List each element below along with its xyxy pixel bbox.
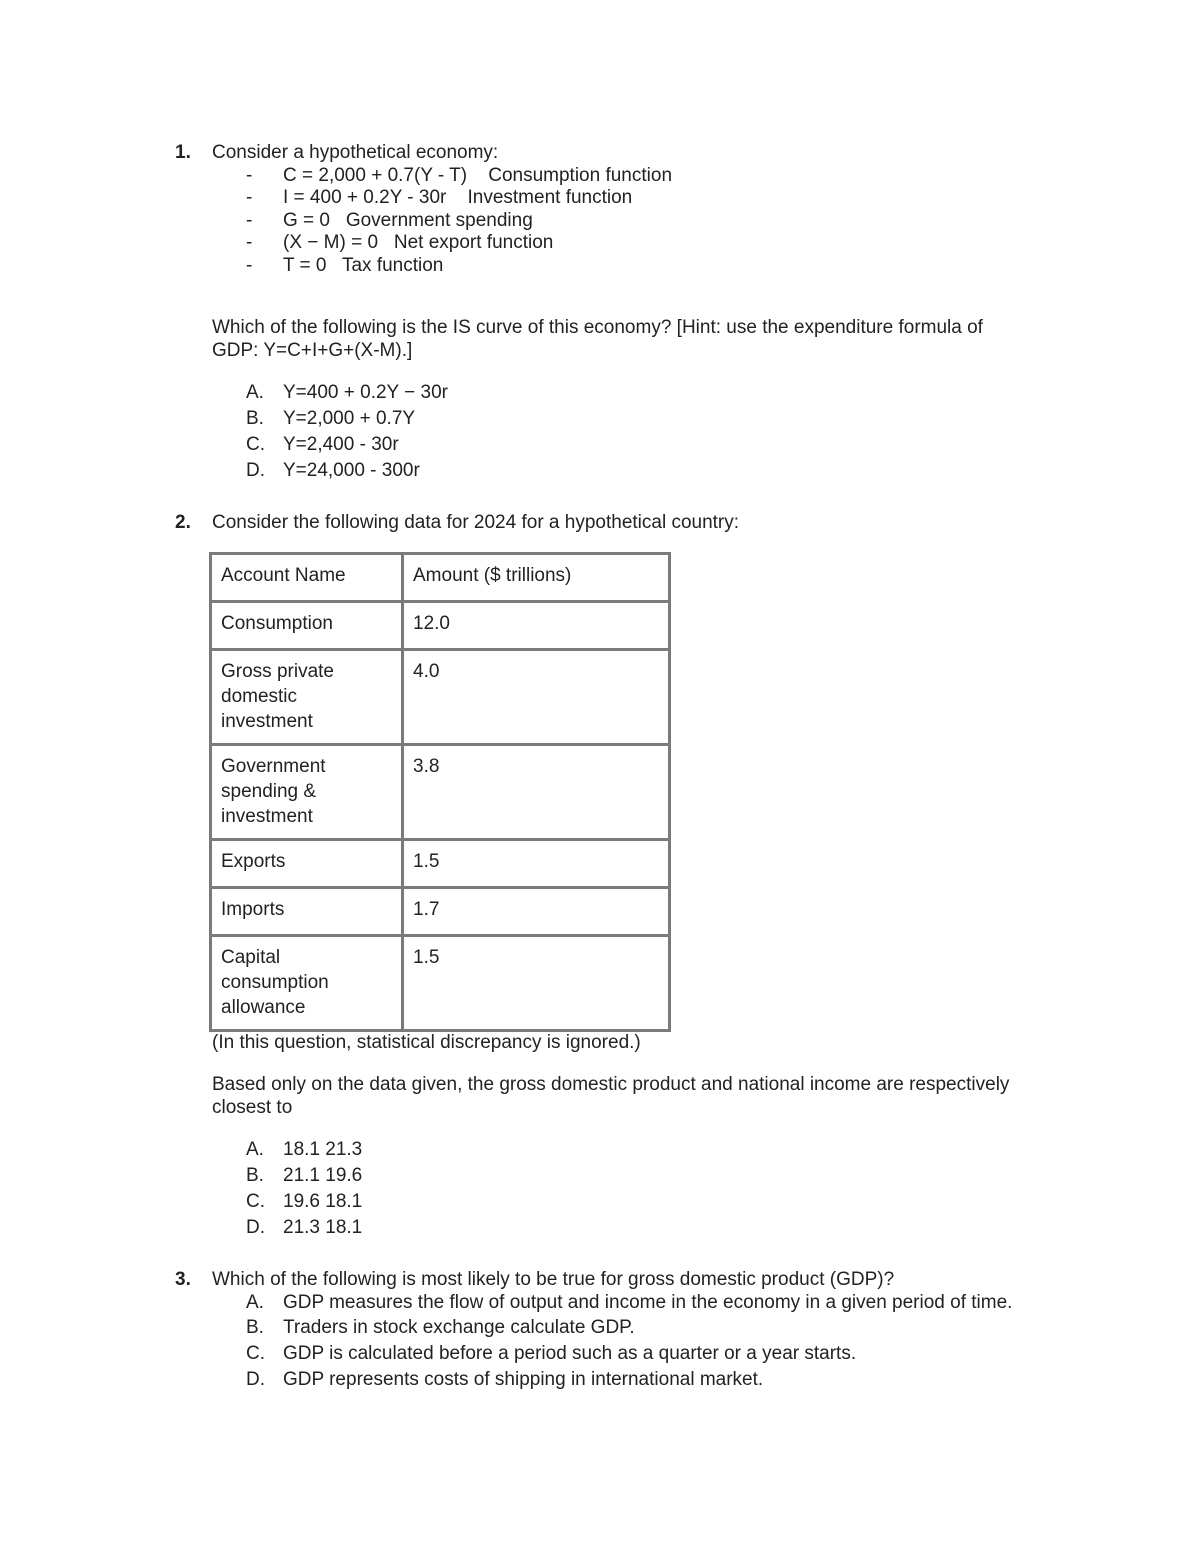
option-letter: A. (246, 382, 264, 403)
amount-cell: 4.0 (403, 650, 670, 745)
q2-option-a[interactable]: 18.1 21.3 (283, 1139, 363, 1160)
account-name-line: investment (221, 806, 313, 827)
table-row (211, 602, 670, 650)
q3-option-b[interactable]: Traders in stock exchange calculate GDP. (283, 1317, 635, 1338)
option-letter: A. (246, 1139, 264, 1160)
account-name-line: Exports (221, 851, 286, 872)
option-letter: D. (246, 460, 265, 481)
account-name-line: Government (221, 756, 326, 777)
government-spending: G = 0 Government spending (283, 210, 533, 231)
account-name-line: Capital (221, 947, 281, 968)
consumption-function: C = 2,000 + 0.7(Y - T) Consumption function (283, 165, 673, 186)
account-name-cell (211, 745, 403, 840)
q2-option-c[interactable]: 19.6 18.1 (283, 1191, 363, 1212)
question-3-number: 3. (175, 1269, 191, 1290)
table-row (211, 840, 670, 888)
table-note: (In this question, statistical discrepancy is ignored.) (212, 1032, 641, 1053)
amount-cell: 1.5 (403, 840, 670, 888)
table-header-cell: Amount ($ trillions) (403, 554, 670, 602)
q3-option-d[interactable]: GDP represents costs of shipping in international market. (283, 1369, 764, 1390)
table-row (211, 650, 670, 745)
bullet-dash: - (246, 232, 253, 253)
question-2-intro: Consider the following data for 2024 for a hypothetical country: (212, 512, 740, 533)
q1-option-a[interactable]: Y=400 + 0.2Y − 30r (283, 382, 448, 403)
option-letter: B. (246, 1317, 264, 1338)
account-name-line: investment (221, 711, 313, 732)
account-name-cell (211, 602, 403, 650)
amount-cell: 3.8 (403, 745, 670, 840)
table-header-cell: Account Name (211, 554, 403, 602)
q1-option-c[interactable]: Y=2,400 - 30r (283, 434, 399, 455)
option-letter: A. (246, 1292, 264, 1313)
question-1-number: 1. (175, 142, 191, 163)
account-name-line: allowance (221, 997, 306, 1018)
bullet-dash: - (246, 210, 253, 231)
option-letter: C. (246, 434, 265, 455)
bullet-dash: - (246, 165, 253, 186)
option-letter: B. (246, 408, 264, 429)
question-3-text: Which of the following is most likely to be true for gross domestic product (GDP)? (212, 1269, 895, 1290)
account-name-cell (211, 888, 403, 936)
account-name-line: spending & (221, 781, 317, 802)
option-letter: D. (246, 1369, 265, 1390)
question-1-text-line1: Which of the following is the IS curve of this economy? [Hint: use the expenditure formula of (212, 317, 983, 338)
question-2-text-line1: Based only on the data given, the gross domestic product and national income are respectively (212, 1074, 1010, 1095)
table-row (211, 888, 670, 936)
q3-option-a[interactable]: GDP measures the flow of output and income in the economy in a given period of time. (283, 1292, 1013, 1313)
accounts-table (209, 552, 671, 1032)
table-row (211, 936, 670, 1031)
account-name-line: Consumption (221, 613, 333, 634)
q1-option-d[interactable]: Y=24,000 - 300r (283, 460, 420, 481)
bullet-dash: - (246, 187, 253, 208)
amount-cell: 12.0 (403, 602, 670, 650)
amount-cell: 1.5 (403, 936, 670, 1031)
table-header-row (211, 554, 670, 602)
account-name-line: Imports (221, 899, 285, 920)
account-name-line: Gross private (221, 661, 334, 682)
account-name-line: domestic (221, 686, 298, 707)
option-letter: D. (246, 1217, 265, 1238)
account-name-cell (211, 840, 403, 888)
option-letter: C. (246, 1191, 265, 1212)
option-letter: C. (246, 1343, 265, 1364)
q3-option-c[interactable]: GDP is calculated before a period such as a quarter or a year starts. (283, 1343, 857, 1364)
account-name-line: consumption (221, 972, 329, 993)
investment-function: I = 400 + 0.2Y - 30r Investment function (283, 187, 633, 208)
amount-cell: 1.7 (403, 888, 670, 936)
question-2-number: 2. (175, 512, 191, 533)
question-1-intro: Consider a hypothetical economy: (212, 142, 499, 163)
account-name-cell (211, 650, 403, 745)
q2-option-b[interactable]: 21.1 19.6 (283, 1165, 363, 1186)
account-name-cell (211, 936, 403, 1031)
net-export-function: (X − M) = 0 Net export function (283, 232, 554, 253)
question-2-text-line2: closest to (212, 1097, 293, 1118)
q1-option-b[interactable]: Y=2,000 + 0.7Y (283, 408, 416, 429)
q2-option-d[interactable]: 21.3 18.1 (283, 1217, 363, 1238)
question-1-text-line2: GDP: Y=C+I+G+(X-M).] (212, 340, 413, 361)
table-row (211, 745, 670, 840)
bullet-dash: - (246, 255, 253, 276)
tax-function: T = 0 Tax function (283, 255, 444, 276)
option-letter: B. (246, 1165, 264, 1186)
